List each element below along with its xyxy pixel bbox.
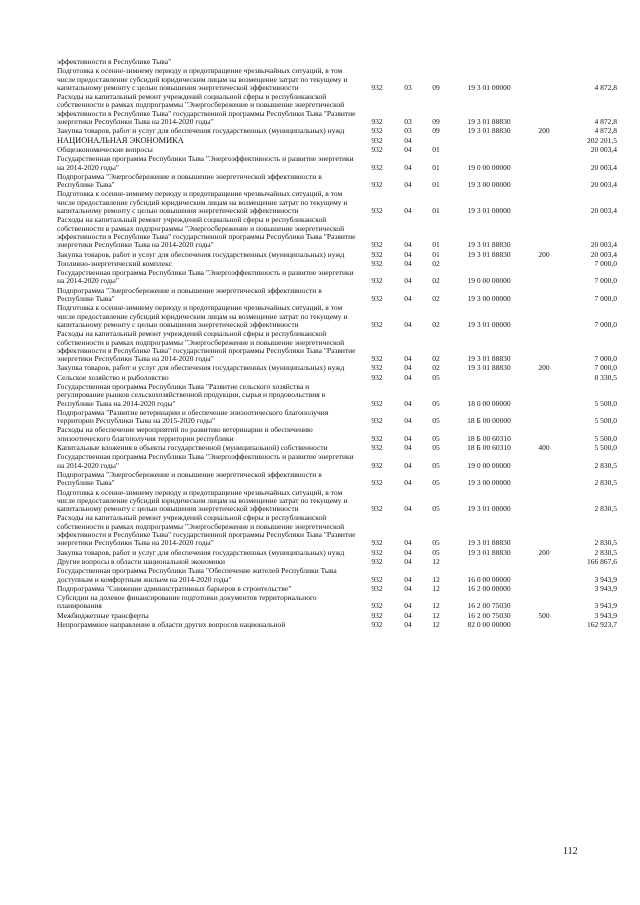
- row-target-article: 18 0 00 00000: [467, 398, 511, 408]
- row-name: Государственная программа Республики Тыва "Энергоэффективность и развитие энергетики на 2014-2020 годы": [57, 452, 354, 470]
- row-expense-type: [525, 173, 563, 191]
- row-subsection-code: 01: [432, 206, 440, 216]
- row-section-code: 04: [404, 294, 412, 304]
- row-expense-type: [525, 146, 563, 155]
- row-subsection-code: 02: [432, 354, 440, 364]
- row-name: Непрограммное направление в области других вопросов национальной: [57, 620, 286, 629]
- row-name: Субсидии на долевое финансирование подготовки документов территориального планирования: [57, 593, 317, 611]
- row-amount: 2 830,5: [594, 538, 617, 548]
- row-amount: 2 830,5: [594, 478, 617, 488]
- row-target-article: 19 0 00 00000: [467, 460, 511, 470]
- row-subsection-code: 02: [432, 294, 440, 304]
- row-amount: 20 003,4: [590, 240, 617, 250]
- row-target-article: 19 3 01 00000: [467, 504, 511, 514]
- row-amount: 3 943,9: [594, 583, 617, 593]
- table-row: [57, 304, 617, 330]
- row-ministry-code: 932: [371, 538, 383, 548]
- row-subsection-code: 01: [432, 162, 440, 172]
- row-name: Подготовка к осенне-зимнему периоду и предотвращение чрезвычайных ситуаций, в том числе предоставление субсидий юридическим лицам на возмещение затрат по текущему и капитальному ремонту с целью повышения энергетической эффективности: [57, 303, 348, 329]
- row-expense-type: [525, 216, 563, 250]
- row-target-article: 18 Б 00 60310: [467, 433, 511, 443]
- row-expense-type: [525, 67, 563, 93]
- row-expense-type: [525, 567, 563, 585]
- row-expense-type: [525, 471, 563, 489]
- row-ministry-code: 932: [371, 556, 383, 566]
- row-amount: 4 872,8: [594, 126, 617, 136]
- row-subsection-code: 05: [432, 372, 440, 382]
- row-expense-type: 400: [538, 443, 550, 453]
- budget-page: [57, 58, 617, 630]
- row-ministry-code: 932: [371, 601, 383, 611]
- row-target-article: 19 3 00 00000: [467, 294, 511, 304]
- row-ministry-code: 932: [371, 478, 383, 488]
- row-ministry-code: 932: [371, 135, 383, 145]
- row-name: Государственная программа Республики Тыва "Развитие сельского хозяйства и регулирование рынков сельскохозяйственной продукции, сырья и продовольствия в Республике Тыва на 2014-2020 годы": [57, 381, 326, 408]
- row-amount: 7 000,0: [594, 276, 617, 286]
- row-amount: 162 923,7: [587, 620, 617, 629]
- row-expense-type: [525, 304, 563, 330]
- table-row: [57, 471, 617, 489]
- row-target-article: 19 3 01 88830: [467, 240, 511, 250]
- row-expense-type: [525, 374, 563, 383]
- row-ministry-code: 932: [371, 126, 383, 136]
- row-section-code: 04: [404, 240, 412, 250]
- row-subsection-code: 12: [432, 583, 440, 593]
- row-target-article: [453, 558, 525, 567]
- row-name: Государственная программа Республики Тыва "Энергоэффективность и развитие энергетики на 2014-2020 годы": [57, 154, 354, 172]
- row-ministry-code: 932: [371, 294, 383, 304]
- row-section-code: 04: [404, 372, 412, 382]
- row-amount: 3 943,9: [594, 574, 617, 584]
- row-ministry-code: 932: [371, 504, 383, 514]
- row-name: Расходы на капитальный ремонт учреждений социальной сферы и республиканской собственности в рамках подпрограммы "Энергосбережение и повышение энергетической эффективности в Республике Тыва" государственной программы Республики Тыва "Развитие энергетики Республики Тыва на 2014-2020 годы": [57, 513, 356, 548]
- row-expense-type: [525, 558, 563, 567]
- table-row: [57, 453, 617, 471]
- row-section-code: 04: [404, 398, 412, 408]
- table-row: [57, 269, 617, 287]
- row-target-article: 19 3 01 00000: [467, 206, 511, 216]
- table-row: [57, 409, 617, 427]
- row-target-article: 16 0 00 00000: [467, 574, 511, 584]
- row-section-code: 04: [404, 538, 412, 548]
- row-subsection-code: 01: [432, 240, 440, 250]
- row-expense-type: [525, 269, 563, 287]
- row-section-code: 04: [404, 601, 412, 611]
- row-target-article: 19 0 00 00000: [467, 276, 511, 286]
- row-ministry-code: 932: [371, 82, 383, 92]
- row-subsection-code: 05: [432, 416, 440, 426]
- row-ministry-code: 932: [371, 249, 383, 259]
- row-section-code: 04: [404, 583, 412, 593]
- row-expense-type: [525, 93, 563, 127]
- row-target-article: 19 3 01 88830: [467, 354, 511, 364]
- row-ministry-code: 932: [371, 276, 383, 286]
- row-expense-type: [525, 426, 563, 444]
- row-section-code: 03: [404, 82, 412, 92]
- row-section-code: 04: [404, 135, 412, 145]
- row-target-article: 19 3 01 88830: [467, 363, 511, 373]
- row-amount: 202 201,5: [587, 135, 617, 145]
- row-ministry-code: 932: [371, 180, 383, 190]
- row-subsection-code: 02: [432, 319, 440, 329]
- row-section-code: [397, 58, 419, 67]
- row-amount: 5 500,0: [594, 433, 617, 443]
- row-target-article: 19 3 00 00000: [467, 180, 511, 190]
- row-subsection-code: 05: [432, 443, 440, 453]
- row-subsection-code: 12: [432, 556, 440, 566]
- row-section-code: 04: [404, 433, 412, 443]
- row-name: Подпрограмма "Развитие ветеринарии и обеспечение эпизоотического благополучия территории Республики Тыва на 2015-2020 годы": [57, 407, 329, 426]
- row-subsection-code: 02: [432, 276, 440, 286]
- row-subsection-code: 05: [432, 478, 440, 488]
- row-target-article: 19 3 01 00000: [467, 319, 511, 329]
- row-amount: 3 943,9: [594, 610, 617, 620]
- row-amount: 5 500,0: [594, 443, 617, 453]
- row-ministry-code: 932: [371, 372, 383, 382]
- row-subsection-code: 01: [432, 180, 440, 190]
- row-name: Государственная программа Республики Тыва "Энергоэффективность и развитие энергетики на 2014-2020 годы": [57, 268, 354, 286]
- row-name: Расходы на обеспечение мероприятий по развитию ветеринарии и обеспечению эпизоотического благополучия территории республики: [57, 425, 313, 443]
- row-amount: 8 330,5: [594, 372, 617, 382]
- row-target-article: 19 3 01 88830: [467, 126, 511, 136]
- row-subsection-code: 05: [432, 460, 440, 470]
- row-subsection-code: 12: [432, 620, 440, 629]
- row-amount: 166 867,6: [587, 556, 617, 566]
- row-ministry-code: 932: [371, 610, 383, 620]
- table-row: [57, 173, 617, 191]
- row-target-article: [453, 146, 525, 155]
- table-row: [57, 383, 617, 409]
- row-expense-type: 200: [538, 126, 550, 136]
- row-subsection-code: 05: [432, 538, 440, 548]
- row-subsection-code: 12: [432, 601, 440, 611]
- row-ministry-code: 932: [371, 206, 383, 216]
- row-subsection-code: 05: [432, 433, 440, 443]
- row-target-article: [453, 260, 525, 269]
- budget-table: [57, 58, 617, 630]
- row-name: Расходы на капитальный ремонт учреждений социальной сферы и республиканской собственности в рамках подпрограммы "Энергосбережение и повышение энергетической эффективности в Республике Тыва" государственной программы Республики Тыва "Развитие энергетики Республики Тыва на 2014-2020 годы": [57, 92, 356, 127]
- row-name: эффективности в Республике Тыва": [57, 57, 172, 66]
- row-target-article: 19 3 01 88830: [467, 117, 511, 127]
- row-subsection-code: 12: [432, 574, 440, 584]
- table-row: [57, 514, 617, 548]
- table-row: [57, 594, 617, 612]
- row-name: Сельское хозяйство и рыболовство: [57, 372, 169, 382]
- row-target-article: [453, 374, 525, 383]
- row-amount: 2 830,5: [594, 547, 617, 557]
- row-section-code: 04: [404, 319, 412, 329]
- table-row: [57, 93, 617, 127]
- row-expense-type: [525, 137, 563, 146]
- row-ministry-code: 932: [371, 354, 383, 364]
- row-subsection-code: 02: [432, 363, 440, 373]
- table-row: [57, 489, 617, 515]
- row-name: Подпрограмма "Энергосбережение и повышение энергетической эффективности в Республике Тыва": [57, 285, 322, 304]
- row-expense-type: 200: [538, 363, 550, 373]
- page-number: 112: [563, 846, 578, 857]
- row-name: Подготовка к осенне-зимнему периоду и предотвращение чрезвычайных ситуаций, в том числе предоставление субсидий юридическим лицам на возмещение затрат по текущему и капитальному ремонту с целью повышения энергетической эффективности: [57, 487, 348, 514]
- row-expense-type: [525, 287, 563, 305]
- row-subsection-code: 09: [432, 117, 440, 127]
- row-expense-type: [525, 409, 563, 427]
- row-section-code: 04: [404, 610, 412, 620]
- row-subsection-code: 01: [432, 144, 440, 154]
- row-target-article: 19 3 01 88830: [467, 538, 511, 548]
- row-subsection-code: 09: [432, 82, 440, 92]
- row-ministry-code: 932: [371, 416, 383, 426]
- row-amount: 20 003,4: [590, 249, 617, 259]
- row-subsection-code: 09: [432, 126, 440, 136]
- row-target-article: 18 Б 00 60310: [467, 443, 511, 453]
- row-amount: 3 943,9: [594, 601, 617, 611]
- row-expense-type: [525, 453, 563, 471]
- row-section-code: 04: [404, 180, 412, 190]
- row-name: Подпрограмма "Снижение административных барьеров в строительстве": [57, 583, 292, 593]
- row-ministry-code: 932: [371, 117, 383, 127]
- row-amount: 2 830,5: [594, 460, 617, 470]
- row-expense-type: [525, 489, 563, 515]
- row-section-code: 03: [404, 117, 412, 127]
- table-row: [57, 330, 617, 364]
- table-row: [57, 287, 617, 305]
- table-row: [57, 621, 617, 630]
- row-expense-type: [525, 383, 563, 409]
- row-name: Закупка товаров, работ и услуг для обеспечения государственных (муниципальных) нужд: [57, 249, 345, 259]
- row-section-code: 04: [404, 620, 412, 629]
- row-ministry-code: 932: [371, 240, 383, 250]
- row-section-code: 04: [404, 162, 412, 172]
- row-name: Межбюджетные трансферты: [57, 610, 149, 620]
- table-row: [57, 67, 617, 93]
- row-subsection-code: 05: [432, 504, 440, 514]
- row-section-code: 04: [404, 504, 412, 514]
- row-amount: 4 872,8: [594, 117, 617, 127]
- row-subsection-code: 12: [432, 610, 440, 620]
- row-expense-type: [525, 585, 563, 594]
- row-subsection-code: 05: [432, 398, 440, 408]
- row-amount: 7 000,0: [594, 363, 617, 373]
- row-amount: 7 000,0: [594, 258, 617, 268]
- row-ministry-code: 932: [371, 319, 383, 329]
- row-target-article: [453, 137, 525, 146]
- row-expense-type: [525, 58, 563, 67]
- budget-rows: [57, 58, 617, 630]
- row-target-article: 82 0 00 00000: [467, 620, 511, 629]
- table-row: [57, 190, 617, 216]
- row-section-code: 04: [404, 556, 412, 566]
- row-amount: 20 003,4: [590, 206, 617, 216]
- row-expense-type: [525, 260, 563, 269]
- row-expense-type: [525, 330, 563, 364]
- row-name: Топливно-энергетический комплекс: [57, 258, 172, 268]
- row-subsection-code: 02: [432, 258, 440, 268]
- row-ministry-code: 932: [371, 547, 383, 557]
- row-section-code: 04: [404, 206, 412, 216]
- row-ministry-code: 932: [371, 433, 383, 443]
- row-ministry-code: 932: [371, 398, 383, 408]
- row-target-article: 16 2 00 00000: [467, 583, 511, 593]
- row-amount: 5 500,0: [594, 416, 617, 426]
- row-name: Закупка товаров, работ и услуг для обеспечения государственных (муниципальных) нужд: [57, 547, 345, 557]
- row-amount: 20 003,4: [590, 180, 617, 190]
- row-amount: 20 003,4: [590, 144, 617, 154]
- row-expense-type: [525, 621, 563, 630]
- row-name: Подпрограмма "Энергосбережение и повышение энергетической эффективности в Республике Тыва": [57, 469, 322, 488]
- row-ministry-code: [357, 58, 397, 67]
- row-section-code: 04: [404, 258, 412, 268]
- row-section-code: 04: [404, 460, 412, 470]
- row-ministry-code: 932: [371, 460, 383, 470]
- row-target-article: 19 3 01 00000: [467, 82, 511, 92]
- row-amount: 4 872,8: [594, 82, 617, 92]
- row-target-article: 19 3 01 88830: [467, 547, 511, 557]
- row-section-code: 04: [404, 443, 412, 453]
- row-amount: 2 830,5: [594, 504, 617, 514]
- row-section-code: 04: [404, 547, 412, 557]
- row-target-article: 16 2 00 75030: [467, 610, 511, 620]
- row-ministry-code: 932: [371, 162, 383, 172]
- row-subsection-code: 05: [432, 547, 440, 557]
- row-name: Подготовка к осенне-зимнему периоду и предотвращение чрезвычайных ситуаций, в том числе предоставление субсидий юридическим лицам на возмещение затрат по текущему и капитальному ремонту с целью повышения энергетической эффективности: [57, 189, 348, 216]
- row-section-code: 03: [404, 126, 412, 136]
- row-name: Государственная программа Республики Тыва "Обеспечение жителей Республики Тыва доступным и комфортным жильем на 2014-2020 годы": [57, 566, 337, 584]
- row-name: Капитальные вложения в объекты государственной (муниципальной) собственности: [57, 443, 328, 453]
- row-expense-type: 200: [538, 249, 550, 259]
- row-name: Подготовка к осенне-зимнему периоду и предотвращение чрезвычайных ситуаций, в том числе предоставление субсидий юридическим лицам на возмещение затрат по текущему и капитальному ремонту с целью повышения энергетической эффективности: [57, 66, 348, 92]
- table-row: [57, 567, 617, 585]
- row-amount: 7 000,0: [594, 354, 617, 364]
- row-expense-type: 200: [538, 547, 550, 557]
- row-ministry-code: 932: [371, 258, 383, 268]
- row-ministry-code: 932: [371, 144, 383, 154]
- row-amount: 7 000,0: [594, 294, 617, 304]
- row-name: Другие вопросы в области национальной экономики: [57, 556, 225, 566]
- row-section-code: 04: [404, 354, 412, 364]
- row-name: Закупка товаров, работ и услуг для обеспечения государственных (муниципальных) нужд: [57, 126, 345, 136]
- row-section-code: 04: [404, 478, 412, 488]
- row-name: Расходы на капитальный ремонт учреждений социальной сферы и республиканской собственности в рамках подпрограммы "Энергосбережение и повышение энергетической эффективности в Республике Тыва" государственной программы Республики Тыва "Развитие энергетики Республики Тыва на 2014-2020 годы": [57, 329, 356, 364]
- table-row: [57, 426, 617, 444]
- row-ministry-code: 932: [371, 363, 383, 373]
- row-expense-type: [525, 155, 563, 173]
- row-name: Расходы на капитальный ремонт учреждений социальной сферы и республиканской собственности в рамках подпрограммы "Энергосбережение и повышение энергетической эффективности в Республике Тыва" государственной программы Республики Тыва "Развитие энергетики Республики Тыва на 2014-2020 годы": [57, 215, 356, 250]
- row-section-code: 04: [404, 144, 412, 154]
- row-subsection-code: [419, 58, 453, 67]
- row-target-article: 19 0 00 00000: [467, 162, 511, 172]
- row-expense-type: 500: [538, 610, 550, 620]
- table-row: [57, 155, 617, 173]
- row-amount: [563, 58, 617, 67]
- row-expense-type: [525, 514, 563, 548]
- row-section-code: 04: [404, 416, 412, 426]
- row-ministry-code: 932: [371, 583, 383, 593]
- row-name: НАЦИОНАЛЬНАЯ ЭКОНОМИКА: [57, 135, 184, 145]
- row-target-article: 16 2 00 75030: [467, 601, 511, 611]
- table-row: [57, 216, 617, 250]
- row-subsection-code: 01: [432, 249, 440, 259]
- row-section-code: 04: [404, 574, 412, 584]
- row-amount: 5 500,0: [594, 398, 617, 408]
- row-section-code: 04: [404, 363, 412, 373]
- row-name: Общеэкономические вопросы: [57, 144, 153, 154]
- row-name: Закупка товаров, работ и услуг для обеспечения государственных (муниципальных) нужд: [57, 363, 345, 373]
- row-section-code: 04: [404, 249, 412, 259]
- row-ministry-code: 932: [371, 620, 383, 629]
- row-section-code: 04: [404, 276, 412, 286]
- row-amount: 7 000,0: [594, 319, 617, 329]
- row-expense-type: [525, 594, 563, 612]
- row-target-article: 18 Б 00 00000: [467, 416, 511, 426]
- row-ministry-code: 932: [371, 574, 383, 584]
- row-ministry-code: 932: [371, 443, 383, 453]
- row-target-article: [453, 58, 525, 67]
- row-target-article: 19 3 01 88830: [467, 249, 511, 259]
- row-expense-type: [525, 190, 563, 216]
- row-amount: 20 003,4: [590, 162, 617, 172]
- row-target-article: 19 3 00 00000: [467, 478, 511, 488]
- row-name: Подпрограмма "Энергосбережение и повышение энергетической эффективности в Республике Тыва": [57, 171, 322, 190]
